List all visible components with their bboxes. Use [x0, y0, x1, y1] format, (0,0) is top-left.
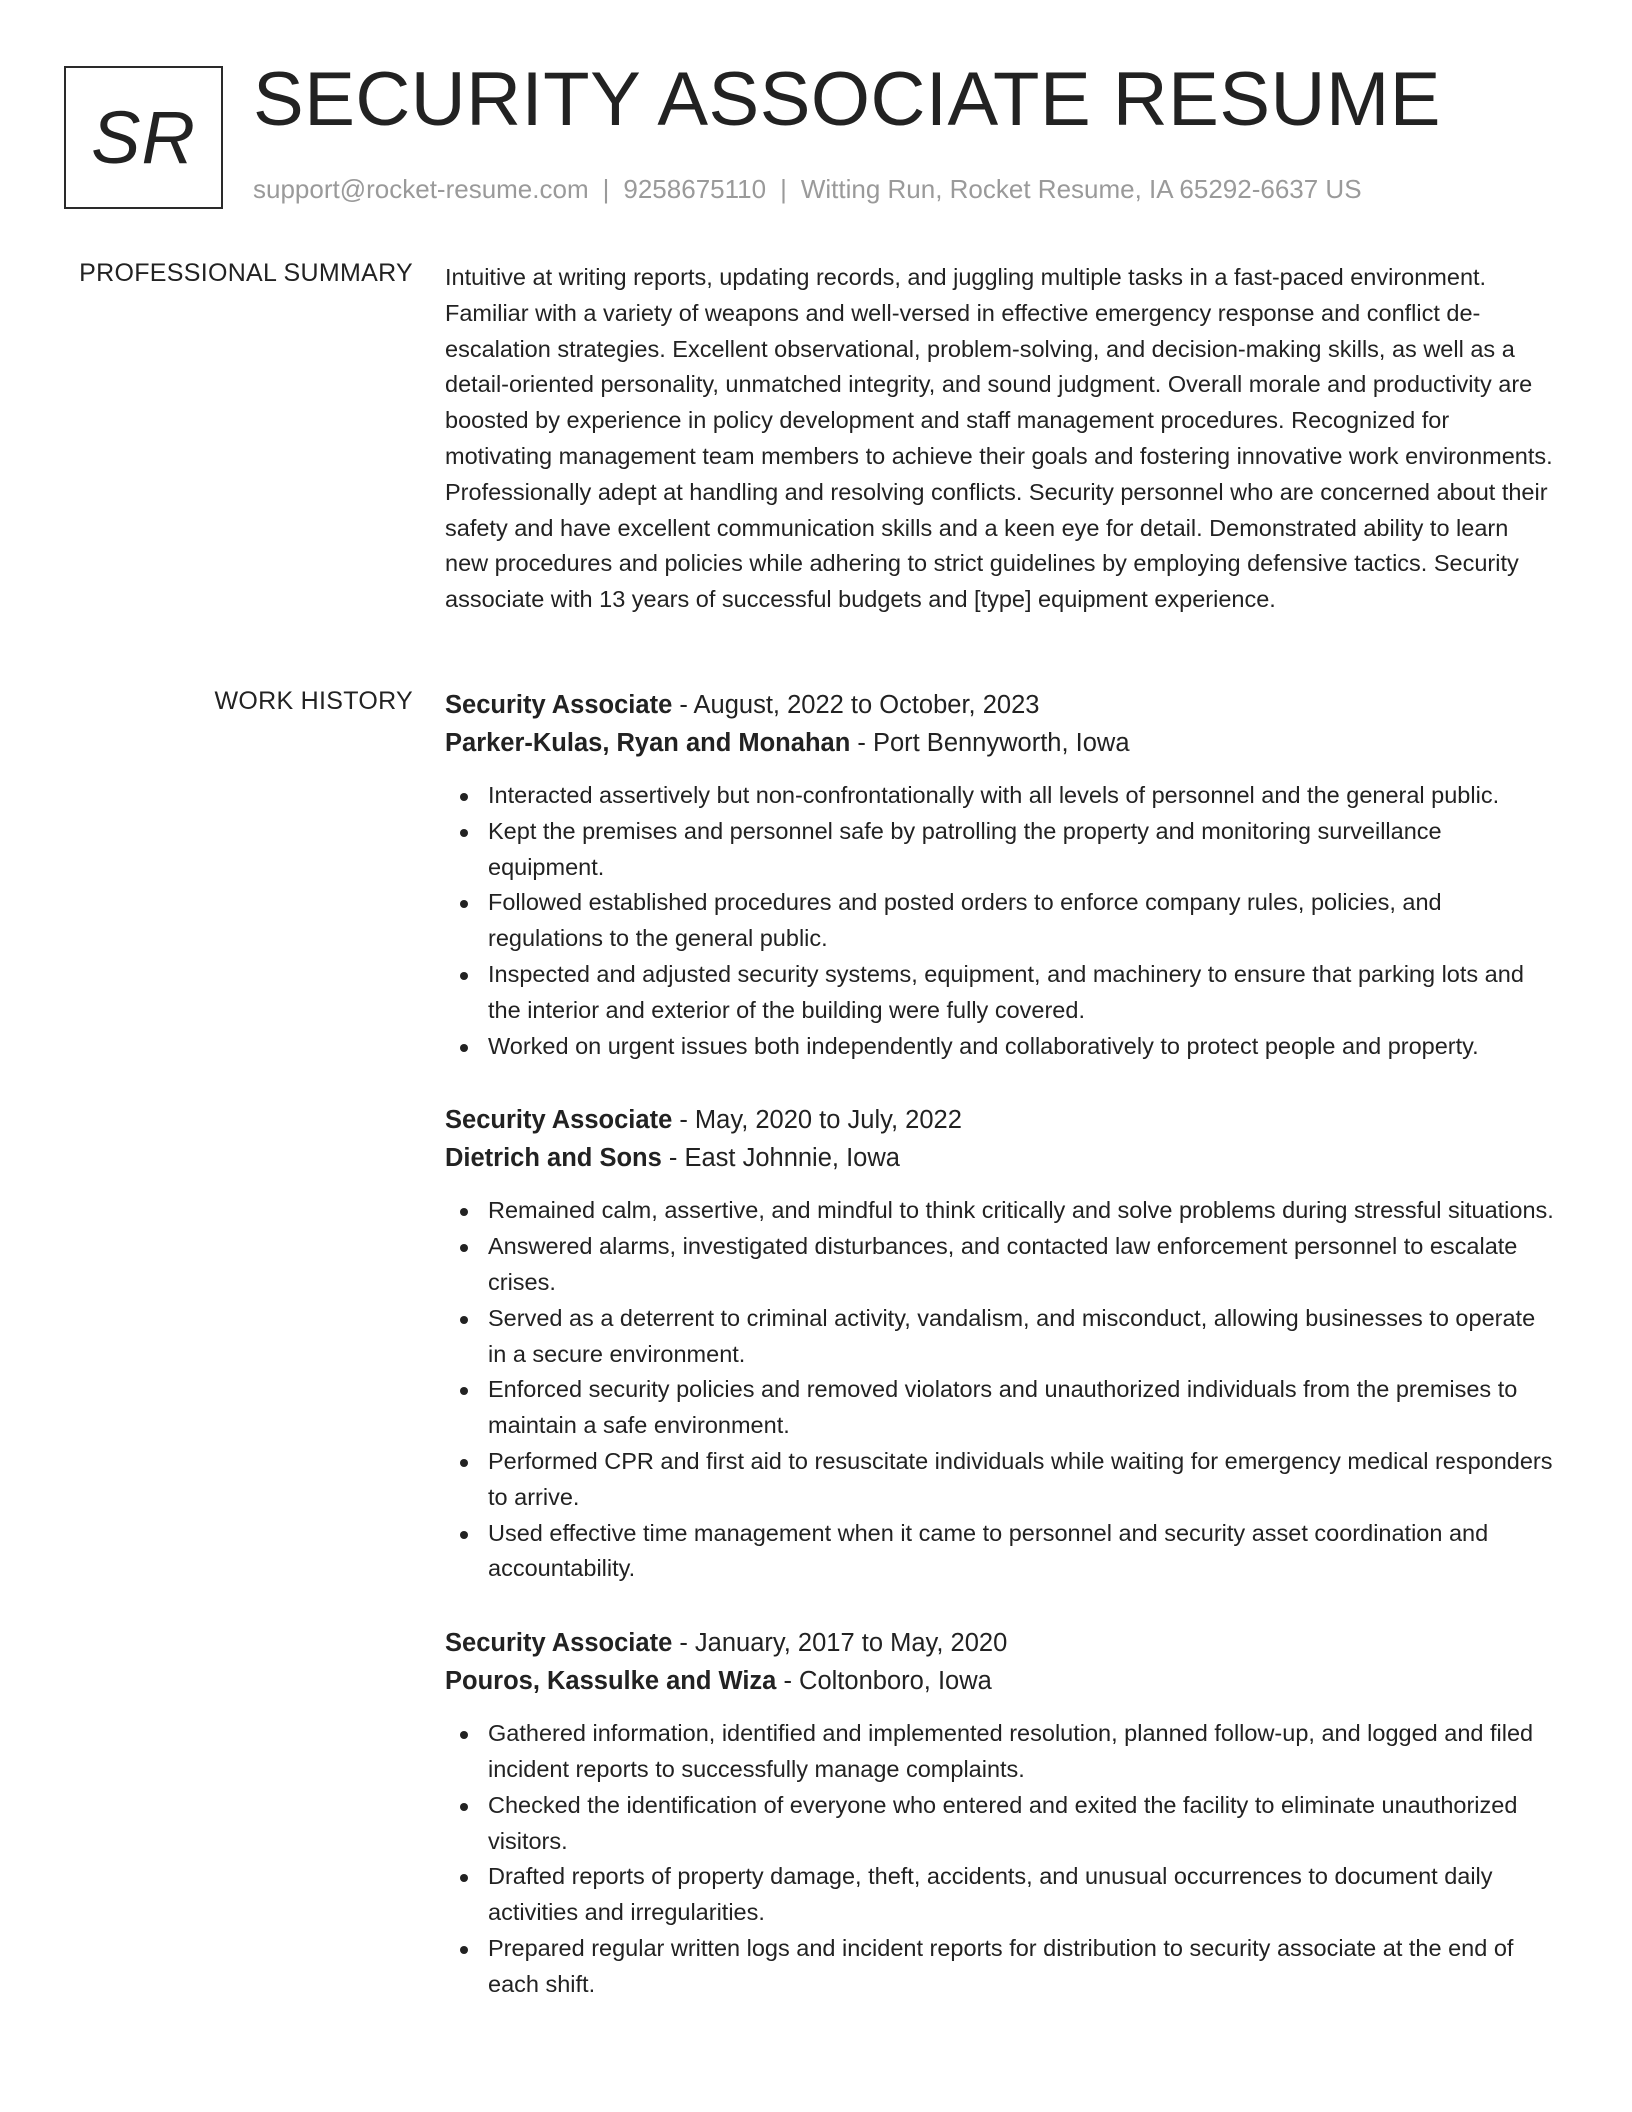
job-title: Security Associate: [445, 1106, 673, 1135]
job-company-line: [445, 1139, 1557, 1177]
job-title-line: [445, 1624, 1557, 1662]
job-dates: January, 2017 to May, 2020: [694, 1629, 1008, 1658]
contact-separator: |: [602, 174, 610, 204]
resume-title: SECURITY ASSOCIATE RESUME: [253, 57, 1441, 142]
monogram-initials: SR: [91, 95, 196, 179]
job-location: Port Bennyworth, Iowa: [872, 729, 1130, 757]
job-bullet: Drafted reports of property damage, theft, accidents, and unusual occurrences to document daily activities and irregularities.: [445, 1859, 1557, 1931]
job-company: Pouros, Kassulke and Wiza: [445, 1667, 777, 1696]
job-company-line: [445, 724, 1557, 762]
job-title-line: [445, 686, 1557, 724]
job-bullet: Inspected and adjusted security systems, equipment, and machinery to ensure that parking lots and the interior and exterior of the building were fully covered.: [445, 957, 1557, 1029]
job-company-line: [445, 1662, 1557, 1700]
contact-separator: |: [780, 174, 787, 204]
job-bullet: Prepared regular written logs and incident reports for distribution to security associate at the end of each shift.: [445, 1931, 1557, 2003]
contact-email: support@rocket-resume.com: [253, 174, 589, 204]
monogram-box: [64, 66, 223, 209]
job-dash: -: [661, 1144, 685, 1173]
job-dash: -: [850, 729, 873, 757]
job-location: Coltonboro, Iowa: [799, 1667, 992, 1696]
job-dash: -: [672, 1629, 695, 1658]
work-history-list: [445, 686, 1557, 2040]
job-bullet-list: [445, 778, 1557, 1064]
contact-phone: 9258675110: [623, 174, 767, 204]
professional-summary-text: Intuitive at writing reports, updating records, and juggling multiple tasks in a fast-paced environment. Familiar with a variety of weapons and well-versed in effective emergency response and conflict de-escalation strategies. Excellent observational, problem-solving, and decision-making skills, as well as a detail-oriented personality, unmatched integrity, and sound judgment. Overall morale and productivity are boosted by experience in policy development and staff management procedures. Recognized for motivating management team members to achieve their goals and fostering innovative work environments. Professionally adept at handling and resolving conflicts. Security personnel who are concerned about their safety and have excellent communication skills and a keen eye for detail. Demonstrated ability to learn new procedures and policies while adhering to strict guidelines by employing defensive tactics. Security associate with 13 years of successful budgets and [type] equipment experience.: [445, 264, 1553, 613]
job-dash: -: [672, 1106, 695, 1135]
job-bullet: Interacted assertively but non-confrontationally with all levels of personnel and the general public.: [445, 778, 1557, 814]
job-title-line: [445, 1101, 1557, 1139]
job-bullet-list: [445, 1716, 1557, 2002]
job-dash: -: [672, 691, 694, 719]
section-label-work-history: WORK HISTORY: [214, 687, 413, 715]
job-bullet: Gathered information, identified and implemented resolution, planned follow-up, and logged and filed incident reports to successfully manage complaints.: [445, 1716, 1557, 1788]
job-entry: [445, 1101, 1557, 1587]
job-bullet-list: [445, 1193, 1557, 1587]
job-dash: -: [776, 1667, 800, 1696]
job-title: Security Associate: [445, 691, 673, 719]
job-bullet: Remained calm, assertive, and mindful to think critically and solve problems during stressful situations.: [445, 1193, 1557, 1229]
job-bullet: Answered alarms, investigated disturbances, and contacted law enforcement personnel to escalate crises.: [445, 1229, 1557, 1301]
section-label-professional-summary: PROFESSIONAL SUMMARY: [79, 259, 413, 287]
job-title: Security Associate: [445, 1629, 673, 1658]
job-bullet: Used effective time management when it came to personnel and security asset coordination and accountability.: [445, 1516, 1557, 1588]
job-bullet: Performed CPR and first aid to resuscitate individuals while waiting for emergency medical responders to arrive.: [445, 1444, 1557, 1516]
job-bullet: Followed established procedures and posted orders to enforce company rules, policies, and regulations to the general public.: [445, 885, 1557, 957]
job-dates: August, 2022 to October, 2023: [693, 691, 1040, 719]
contact-address: Witting Run, Rocket Resume, IA 65292-6637 US: [800, 174, 1362, 204]
job-entry: [445, 686, 1557, 1064]
job-company: Dietrich and Sons: [445, 1144, 662, 1173]
job-dates: May, 2020 to July, 2022: [694, 1106, 962, 1135]
job-bullet: Worked on urgent issues both independently and collaboratively to protect people and property.: [445, 1029, 1557, 1065]
job-entry: [445, 1624, 1557, 2002]
job-location: East Johnnie, Iowa: [684, 1144, 900, 1173]
job-bullet: Served as a deterrent to criminal activity, vandalism, and misconduct, allowing businesses to operate in a secure environment.: [445, 1301, 1557, 1373]
contact-line: [253, 174, 1362, 205]
job-bullet: Checked the identification of everyone who entered and exited the facility to eliminate unauthorized visitors.: [445, 1788, 1557, 1860]
job-bullet: Enforced security policies and removed violators and unauthorized individuals from the premises to maintain a safe environment.: [445, 1372, 1557, 1444]
job-bullet: Kept the premises and personnel safe by patrolling the property and monitoring surveillance equipment.: [445, 814, 1557, 886]
job-company: Parker-Kulas, Ryan and Monahan: [445, 729, 851, 757]
